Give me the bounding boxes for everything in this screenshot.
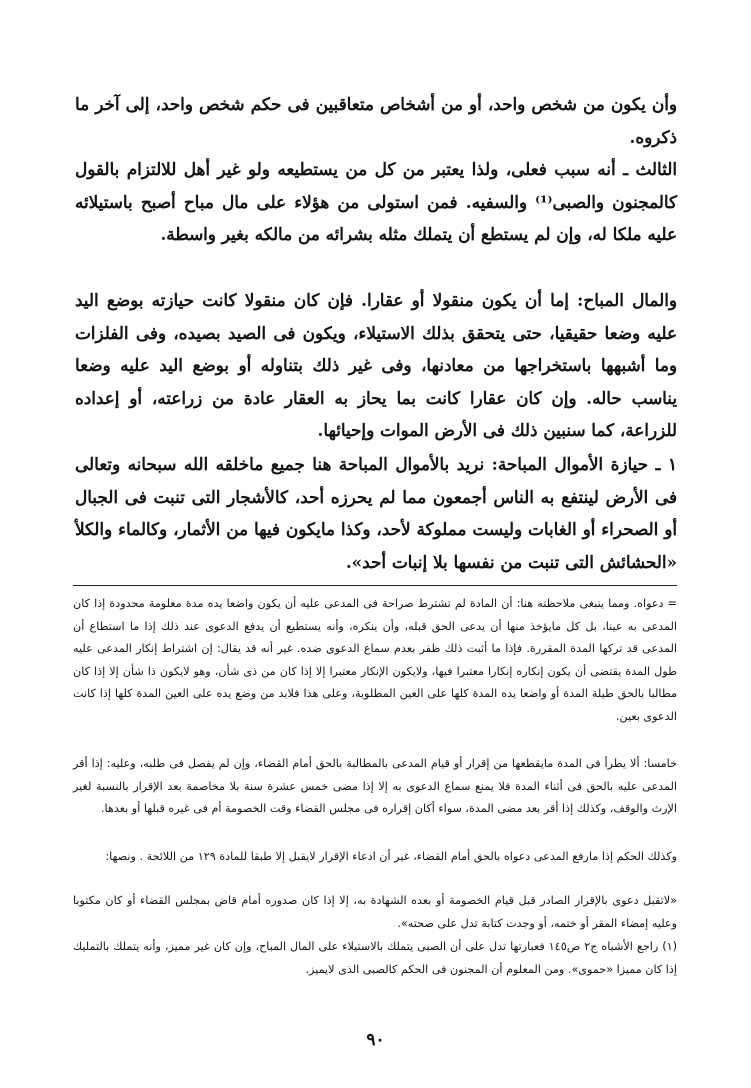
footnote-divider [73, 585, 677, 586]
paragraph-3 [75, 284, 677, 447]
footnote-quoted-article: «لاتقبل دعوى بالإقرار الصادر قبل قيام الخصومة أو بعده الشهادة به، إلا إذا كان صدوره أمام قاض بمجلس القضاء أو كان مكتوبا وعليه إمضاء المقر أو ختمه، أو وجدت كتابة تدل على صحته». [73, 894, 677, 930]
paragraph-4 [75, 448, 677, 578]
paragraph-2-text: أنه سبب فعلى، ولذا يعتبر من كل من يستطيعه ولو غير أهل للالتزام بالقول كالمجنون والصبى⁽¹⁾ والسفيه. فمن استولى من هؤلاء على مال مباح أصبح باستيلائه عليه ملكا له، وإن لم يستطع أن يتملك مثله بشرائه من مالكه بغير واسطة. [75, 159, 677, 244]
footnote-continued: = دعواه. ومما ينبغى ملاحظته هنا: أن المادة لم تشترط صراحة فى المدعى عليه أن يكون واضعا يده مدة معلومة محدودة إذا كان المدعى به عينا، بل كل مايؤخذ منها أن يدعى الحق قبله، وأن ينكره، وأنه يستطيع أن يدفع الدعوى عند ذلك إذا ما استطاع أن المدعى قد تركها المدة المقررة. فإذا ما أثبت ذلك ظفر بعدم سماع الدعوى ضده. غير أنه قد يقال: إن اشتراط إنكار المدعى عليه طول المدة يقتضى أن يكون إنكاره إنكارا معتبرا فيها، ولايكون الإنكار معتبرا إلا إذا كان من ذى شأن، وهو لايكون ذا شأن إلا إذا كان مطالبا بالحق طيلة المدة أو واضعا يده المدة كلها على العين المطلوبة، وعلى هذا فلابد من وضع يده على العين المدة كلها إذا كانت الدعوى بعين. [73, 597, 677, 723]
paragraph-2 [75, 153, 677, 251]
paragraph-1: وأن يكون من شخص واحد، أو من أشخاص متعاقبين فى حكم شخص واحد، إلى آخر ما ذكروه. [75, 94, 677, 147]
paragraph-4-heading: ١ ـ حيازة الأموال المباحة: [491, 454, 677, 474]
paragraph-2-heading: الثالث ـ [623, 159, 677, 179]
paragraph-3-heading: والمال المباح: [577, 290, 677, 310]
page-number: ٩٠ [366, 1030, 385, 1050]
paragraph-4-text: نريد بالأموال المباحة هنا جميع ماخلقه الله سبحانه وتعالى فى الأرض لينتفع به الناس أجمعون مما لم يحرزه أحد، كالأشجار التى تنبت فى الجبال أو الصحراء أو الغابات وليست مملوكة لأحد، وكذا مايكون فيها من الأثمار، وكالماء والكلأ «الحشائش التى تنبت من نفسها بلا إنبات أحد». [75, 454, 677, 572]
footnote-ruling: وكذلك الحكم إذا مارفع المدعى دعواه بالحق أمام القضاء، غير أن ادعاء الإقرار لايقبل إلا طبقا للمادة ١٢٩ من اللائحة . ونصها: [105, 850, 677, 863]
footnote-fifth-condition: خامسا: ألا يطرأ فى المدة مايقطعها من إقرار أو قيام المدعى بالمطالبة بالحق أمام القضاء، وإن لم يفصل فى طلبه، وعليه: إذا أقر المدعى عليه بالحق فى أثناء المدة فلا يمنع سماع الدعوى به إلا إذا مضى خمس عشرة سنة بلا مخاصمة بعد الإقرار بالنسبة لغير الإرث والوقف، وكذلك إذا أقر بعد مضى المدة، سواء أكان إقراره فى مجلس القضاء وقت الخصومة أم فى غيره قبلها أو بعدها. [73, 757, 677, 815]
paragraph-3-text: إما أن يكون منقولا أو عقارا. فإن كان منقولا كانت حيازته بوضع اليد عليه وضعا حقيقيا، حتى يتحقق بذلك الاستيلاء، ويكون فى الصيد بصيده، وفى الفلزات وما أشبهها باستخراجها من معادنها، وفى غير ذلك بتناوله أو بوضع اليد عليه وضعا يناسب حاله. وإن كان عقارا كانت بما يحاز به العقار عادة من زراعته، أو إعداده للزراعة، كما سنبين ذلك فى الأرض الموات وإحيائها. [75, 290, 677, 440]
footnote-1: (١) راجع الأشباه ج٢ ص١٤٥ فعبارتها تدل على أن الصبى يتملك بالاستيلاء على المال المباح، وإن كان غير مميز، وأنه يتملك بالتمليك إذا كان مميزا «حموى». ومن المعلوم أن المجنون فى الحكم كالصبى الذى لايميز. [73, 940, 677, 976]
